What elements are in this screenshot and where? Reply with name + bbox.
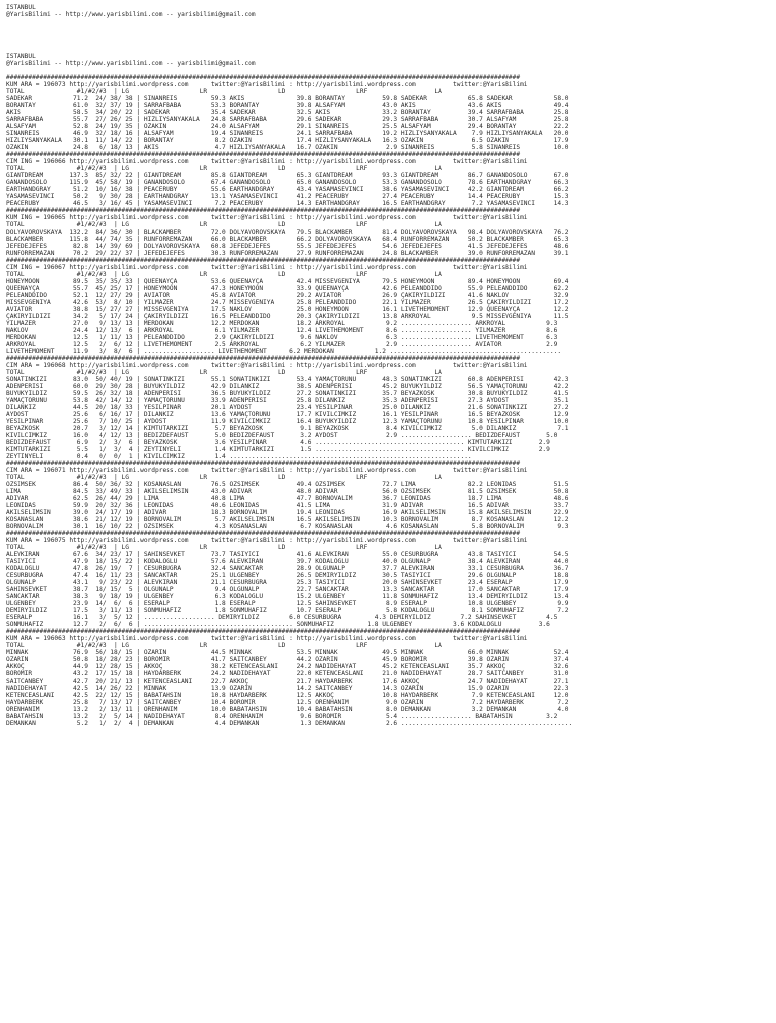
- text-line: PEACERUBY 46.5 3/ 16/ 45 | YASAMASEVINCI 7.2 PEACERUBY 14.3 EARTHANDGRAY 16.5 EARTHANDGRAY 7.2 YASAMASEVINCI 14.3: [6, 200, 569, 208]
- text-line: OLGUNALP 43.1 9/ 23/ 22 | ALEVKIRAN 21.1 CESURBUGRA 25.3 TASIYICI 20.0 SAHINSEVKET 23.4 ESERALP 17.9: [6, 579, 569, 587]
- text-line: LIVETHEMOMENT 11.9 3/ 8/ 6 | ................... LIVETHEMOMENT 6.2 MERDOKAN 1.2 ..............................................: [6, 347, 562, 355]
- text-line: KODALOGLU 47.8 26/ 19/ 7 | CESURBUGRA 32.4 SANCAKTAR 28.9 OLGUNALP 37.7 ALEVKIRAN 33.1 CESURBUGRA 36.7: [6, 565, 569, 573]
- text-line: BORANTAY 61.0 32/ 37/ 19 | SARRAFBABA 53.3 BORANTAY 39.8 ALSAFYAM 43.0 AKIS 43.6 AKIS 49.4: [6, 102, 569, 110]
- text-line: QUEENAYÇA 55.7 45/ 25/ 17 | HONEYMOON 47.3 HONEYMOON 33.9 QUEENAYÇA 42.6 PELEANDDIDO 55.9 PELEANDDIDO 62.2: [6, 284, 569, 292]
- text-line: MISSEVGENIYA 42.6 53/ 8/ 10 | YILMAZER 24.7 MISSEVGENIYA 25.8 PELEANDDIDO 22.1 YILMAZER 26.5 ÇAKIRYILDIZI 17.2: [6, 298, 569, 306]
- text-line: NAKLOV 24.4 12/ 13/ 6 | ARKROYAL 6.1 YILMAZER 12.4 LIVETHEMOMENT 8.6 ................... YILMAZER 8.6: [6, 326, 558, 334]
- section-separator: ##########################################################################################################################################: [6, 354, 521, 362]
- text-line: DEMIRYILDIZ 17.5 3/ 11/ 13 | SONMUHAFIZ 1.8 SONMUHAFIZ 10.7 ESERALP 5.8 KODALOGLU 8.1 SONMUHAFIZ 7.2: [6, 607, 569, 615]
- section-separator: ##########################################################################################################################################: [6, 256, 521, 264]
- text-line: TOTAL #1/#2/#3 | LG LR LD LRF LA: [6, 368, 442, 376]
- text-line: HAYDARBERK 25.8 7/ 13/ 17 | SAITCANBEY 10.4 BOROMIR 12.5 ÖRENHANIM 9.0 ÖZARIN 7.2 HAYDARBERK 7.2: [6, 698, 569, 706]
- text-line: [6, 39, 776, 46]
- text-line: @YarisBilimi -- http://www.yarisbilimi.com -- yarisbilimi@gmail.com: [6, 11, 256, 19]
- text-line: ADIVAR 62.5 26/ 44/ 29 | LIMA 40.8 LIMA 47.7 BORNOVALIM 36.7 LEONIDAS 18.7 LIMA 48.6: [6, 495, 569, 503]
- text-line: [6, 32, 776, 39]
- section-separator: ##########################################################################################################################################: [6, 628, 521, 636]
- text-line: JEFEDEJEFES 82.8 14/ 39/ 69 | DOLYAVOROVSKAYA 60.8 JEFEDEJEFES 55.5 JEFEDEJEFES 54.6 JEFEDEJEFES 41.5 JEFEDEJEFES 48.6: [6, 242, 569, 250]
- text-line: TOTAL #1/#2/#3 | LG LR LD LRF LA: [6, 88, 442, 96]
- text-line: NADIDEHAYAT 42.5 14/ 26/ 22 | MINNAK 13.9 ÖZARIN 14.2 SAITCANBEY 14.3 ÖZARIN 15.9 ÖZARIN 22.3: [6, 684, 569, 692]
- text-line: SAHINSEVKET 38.7 18/ 15/ 5 | OLGUNALP 9.4 OLGUNALP 22.7 SANCAKTAR 13.3 SANCAKTAR 17.0 SANCAKTAR 17.9: [6, 586, 569, 594]
- text-line: HONEYMOON 89.5 35/ 35/ 33 | QUEENAYÇA 53.6 QUEENAYÇA 42.4 MISSEVGENIYA 79.5 HONEYMOON 89.4 HONEYMOON 69.4: [6, 277, 569, 285]
- text-line: ALEVKIRAN 67.6 34/ 23/ 17 | SAHINSEVKET 73.7 TASIYICI 41.6 ALEVKIRAN 55.0 CESURBUGRA 43.8 TASIYICI 54.5: [6, 551, 569, 559]
- text-line: SARRAFBABA 55.7 27/ 26/ 25 | HIZLIYSANYAKALA 24.8 SARRAFBABA 29.6 SADEKAR 29.3 SARRAFBABA 30.7 ALSAFYAM 25.8: [6, 116, 569, 124]
- text-line: ESERALP 16.1 3/ 5/ 12 | ................... DEMIRYILDIZ 6.0 CESURBUGRA 4.3 DEMIRYILDIZ 7.2 SAHINSEVKET 4.5: [6, 614, 558, 622]
- text-line: KETENCEASLANI 42.5 22/ 12/ 15 | BABATAHSIN 10.8 HAYDARBERK 12.5 AKKOÇ 10.8 HAYDARBERK 7.9 KETENCEASLANI 12.0: [6, 691, 569, 699]
- text-line: TOTAL #1/#2/#3 | LG LR LD LRF LA: [6, 165, 442, 173]
- text-line: [6, 18, 776, 25]
- text-line: ÖZSIMSEK 86.4 50/ 36/ 32 | KOSANASLAN 76.5 ÖZSIMSEK 49.4 ÖZSIMSEK 72.7 LIMA 82.2 LEONIDAS 51.5: [6, 481, 569, 489]
- text-line: AVIATOR 38.8 15/ 27/ 27 | MISSEVGENIYA 17.5 NAKLOV 25.0 HONEYMOON 16.1 LIVETHEMOMENT 12.9 QUEENAYÇA 12.2: [6, 305, 569, 313]
- text-line: KUM ARA = 196073 http://yarisbilimi.wordpress.com twitter:@YarisBilimi : http://yarisbilimi.wordpress.com twitter:@YarisBilimi: [6, 81, 528, 89]
- text-line: RUNFORREMAZAN 70.2 29/ 22/ 37 | JEFEDEJEFES 30.3 RUNFORREMAZAN 27.9 RUNFORREMAZAN 24.8 BLACKAMBER 39.0 RUNFORREMAZAN 39.1: [6, 249, 569, 257]
- section-separator: ##########################################################################################################################################: [6, 74, 521, 82]
- text-line: ÖZARIN 50.8 18/ 28/ 23 | BOROMIR 41.7 SAITCANBEY 44.2 ÖZARIN 45.9 BOROMIR 39.8 ÖZARIN 37.4: [6, 656, 569, 664]
- text-line: CIM ARA = 196071 http://yarisbilimi.wordpress.com twitter:@YarisBilimi : http://yarisbilimi.wordpress.com twitter:@YarisBilimi: [6, 467, 528, 475]
- text-line: BLACKAMBER 115.8 44/ 74/ 35 | RUNFORREMAZAN 66.0 BLACKAMBER 66.2 DOLYAVOROVSKAYA 68.4 RUNFORREMAZAN 50.2 BLACKAMBER 65.3: [6, 235, 569, 243]
- text-line: ZEYTINYELI 0.4 0/ 0/ 1 | KIVILCIMKIZ 1.4 .................................................................: [6, 453, 472, 460]
- text-line: YILMAZER 27.0 9/ 13/ 13 | MERDOKAN 12.2 MERDOKAN 18.2 ARKROYAL 9.2 ................... ARKROYAL 9.3: [6, 319, 558, 327]
- text-line: [6, 25, 776, 32]
- text-line: ADENPERISI 60.0 29/ 30/ 28 | BÜYÜKYILDIZ 42.9 DILANKIZ 38.5 ADENPERISI 45.2 BÜYÜKYILDIZ 56.5 YAMAÇTORUNU 42.2: [6, 382, 569, 390]
- text-line: AYDOST 25.6 6/ 16/ 17 | DILANKIZ 13.6 YAMAÇTORUNU 17.7 KIVILCIMKIZ 16.1 YESILPINAR 16.5 BEYAZKÖSK 12.9: [6, 410, 569, 418]
- text-line: ARKROYAL 12.5 2/ 6/ 12 | LIVETHEMOMENT 2.5 ARKROYAL 6.2 YILMAZER 2.9 ................... AVIATOR 2.9: [6, 340, 558, 348]
- text-line: LIMA 84.5 33/ 49/ 33 | AKILSELIMSIN 43.0 ADIVAR 48.0 ADIVAR 56.0 ÖZSIMSEK 81.5 ÖZSIMSEK 50.8: [6, 488, 569, 496]
- text-line: YESILPINAR 25.6 7/ 10/ 25 | AYDOST 11.9 KIVILCIMKIZ 16.4 BÜYÜKYILDIZ 12.3 YAMAÇTORUNU 10.8 YESILPINAR 10.0: [6, 417, 569, 425]
- text-line: SINANREIS 46.9 32/ 18/ 16 | ALSAFYAM 19.4 SINANREIS 24.1 SARRAFBABA 19.2 HIZLIYSANYAKALA 7.9 HIZLIYSANYAKALA 20.0: [6, 130, 569, 138]
- text-line: TOTAL #1/#2/#3 | LG LR LD LRF LA: [6, 270, 442, 278]
- text-line: EARTHANDGRAY 51.2 10/ 16/ 38 | PEACERUBY 55.6 EARTHANDGRAY 43.4 YASAMASEVINCI 38.6 YASAMASEVINCI 42.2 GIANTDREAM 66.2: [6, 186, 569, 194]
- text-line: ÇAKIRYILDIZI 34.2 5/ 17/ 24 | ÇAKIRYILDIZI 16.5 PELEANDDIDO 20.3 ÇAKIRYILDIZI 13.8 ARKROYAL 9.5 MISSEVGENIYA 11.5: [6, 312, 569, 320]
- text-line: CIM ARA = 196068 http://yarisbilimi.wordpress.com twitter:@YarisBilimi : http://yarisbilimi.wordpress.com twitter:@YarisBilimi: [6, 361, 528, 369]
- text-line: HIZLIYSANYAKALA 30.1 11/ 14/ 22 | BORANTAY 8.2 ÖZAKIN 17.4 HIZLIYSANYAKALA 16.3 ÖZAKIN 6.5 ÖZAKIN 17.9: [6, 137, 569, 145]
- text-line: DEMANKAN 5.2 1/ 2/ 4 | DEMANKAN 4.4 DEMANKAN 1.3 DEMANKAN 2.6 ..............................................: [6, 719, 573, 727]
- text-line: GIANTDREAM 137.3 85/ 32/ 22 | GIANTDREAM 85.8 GIANTDREAM 65.3 GIANTDREAM 93.3 GIANTDREAM 86.7 GANANDOSOLO 67.0: [6, 172, 569, 180]
- text-line: TOTAL #1/#2/#3 | LG LR LD LRF LA: [6, 642, 442, 650]
- section-separator: ##########################################################################################################################################: [6, 207, 521, 215]
- text-line: MERDOKAN 12.5 1/ 11/ 13 | PELEANDDIDO 2.9 ÇAKIRYILDIZI 9.6 NAKLOV 6.3 ................... LIVETHEMOMENT 6.3: [6, 333, 558, 341]
- text-line: TOTAL #1/#2/#3 | LG LR LD LRF LA: [6, 221, 442, 229]
- text-line: TASIYICI 47.9 18/ 15/ 22 | KODALOGLU 57.6 ALEVKIRAN 39.7 KODALOGLU 40.0 OLGUNALP 38.4 ALEVKIRAN 44.0: [6, 558, 569, 566]
- text-line: BEYAZKÖSK 20.7 3/ 12/ 14 | KIMTUTARKIZI 5.7 BEYAZKÖSK 9.1 BEYAZKÖSK 8.4 KIVILCIMKIZ 5.0 DILANKIZ 7.1: [6, 424, 569, 432]
- text-line: ISTANBUL: [6, 53, 36, 61]
- text-line: ISTANBUL: [6, 4, 36, 11]
- section-separator: ##########################################################################################################################################: [6, 530, 521, 538]
- text-line: ÖZAKIN 24.8 6/ 18/ 13 | AKIS 4.7 HIZLIYSANYAKALA 16.7 ÖZAKIN 2.9 SINANREIS 5.8 SINANREIS 10.0: [6, 144, 569, 152]
- text-line: LEONIDAS 59.9 20/ 32/ 36 | LEONIDAS 40.6 LEONIDAS 41.5 LIMA 31.9 ADIVAR 16.5 ADIVAR 33.7: [6, 502, 569, 510]
- text-line: @YarisBilimi -- http://www.yarisbilimi.com -- yarisbilimi@gmail.com: [6, 60, 256, 68]
- text-line: GANANDOSOLO 115.9 45/ 58/ 19 | GANANDOSOLO 67.4 GANANDOSOLO 65.0 GANANDOSOLO 53.3 GANANDOSOLO 78.6 EARTHANDGRAY 66.3: [6, 179, 569, 187]
- text-line: CIM ING = 196066 http://yarisbilimi.wordpress.com twitter:@YarisBilimi : http://yarisbilimi.wordpress.com twitter:@YarisBilimi: [6, 158, 528, 166]
- text-line: SADEKAR 71.2 24/ 38/ 38 | SINANREIS 59.3 AKIS 39.8 BORANTAY 59.8 SADEKAR 65.8 SADEKAR 58.0: [6, 95, 569, 103]
- text-line: AKIS 58.5 34/ 20/ 22 | SADEKAR 35.4 SADEKAR 32.5 AKIS 33.2 BORANTAY 39.4 SARRAFBABA 25.8: [6, 109, 569, 117]
- text-line: ÜLGENBEY 23.9 14/ 6/ 6 | ESERALP 1.8 ESERALP 12.5 SAHINSEVKET 8.9 ESERALP 10.8 ÜLGENBEY 9.9: [6, 600, 569, 608]
- text-line: AKILSELIMSIN 39.0 24/ 17/ 19 | ADIVAR 18.3 BORNOVALIM 19.4 LEONIDAS 16.9 AKILSELIMSIN 15.8 AKILSELIMSIN 22.9: [6, 509, 569, 517]
- section-separator: ##########################################################################################################################################: [6, 151, 521, 159]
- text-line: BEDIZDEFAUST 6.9 2/ 3/ 6 | BEYAZKÖSK 3.6 YESILPINAR 4.6 ........................................ KIMTUTARKIZI 2.9: [6, 438, 550, 446]
- text-line: CESURBUGRA 47.4 16/ 11/ 23 | SANCAKTAR 25.1 ÜLGENBEY 26.5 DEMIRYILDIZ 30.5 TASIYICI 29.6 OLGUNALP 18.8: [6, 572, 569, 580]
- text-line: SONATINKIZI 83.0 50/ 40/ 19 | SONATINKIZI 55.1 SONATINKIZI 53.4 YAMAÇTORUNU 48.3 SONATINKIZI 60.8 ADENPERISI 42.3: [6, 375, 569, 383]
- text-line: BOROMIR 43.2 17/ 15/ 18 | HAYDARBERK 24.2 NADIDEHAYAT 22.0 KETENCEASLANI 21.0 NADIDEHAYAT 28.7 SAITCANBEY 31.0: [6, 670, 569, 678]
- text-line: TOTAL #1/#2/#3 | LG LR LD LRF LA: [6, 474, 442, 482]
- text-line: DILANKIZ 44.5 20/ 18/ 33 | YESILPINAR 20.1 AYDOST 23.4 YESILPINAR 25.0 DILANKIZ 21.6 SONATINKIZI 27.2: [6, 403, 569, 411]
- text-line: [6, 46, 776, 53]
- text-line: KIVILCIMKIZ 16.0 4/ 12/ 13 | BEDIZDEFAUST 5.0 BEDIZDEFAUST 3.2 AYDOST 2.9 ................... BEDIZDEFAUST 5.0: [6, 431, 558, 439]
- text-line: KIMTUTARKIZI 5.5 1/ 3/ 4 | ZEYTINYELI 1.4 KIMTUTARKIZI 1.5 ........................................ KIVILCIMKIZ 2.9: [6, 445, 550, 453]
- text-line: KUM ING = 196065 http://yarisbilimi.wordpress.com twitter:@YarisBilimi : http://yarisbilimi.wordpress.com twitter:@YarisBilimi: [6, 214, 528, 222]
- text-line: TOTAL #1/#2/#3 | LG LR LD LRF LA: [6, 544, 442, 552]
- section-separator: ##########################################################################################################################################: [6, 460, 521, 468]
- text-line: KOSANASLAN 38.6 21/ 12/ 19 | BORNOVALIM 5.7 AKILSELIMSIN 16.5 AKILSELIMSIN 10.3 BORNOVALIM 8.7 KOSANASLAN 12.2: [6, 516, 569, 524]
- text-line: [6, 67, 776, 74]
- text-line: ÖRENHANIM 13.2 2/ 13/ 11 | ÖRENHANIM 10.0 BABATAHSIN 10.4 BABATAHSIN 8.0 DEMANKAN 3.2 DEMANKAN 4.0: [6, 705, 569, 713]
- text-line: DOLYAVOROVSKAYA 132.2 84/ 36/ 30 | BLACKAMBER 72.0 DOLYAVOROVSKAYA 79.5 BLACKAMBER 81.4 DOLYAVOROVSKAYA 98.4 DOLYAVOROVSKAYA 76.2: [6, 228, 569, 236]
- text-line: CIM ING = 196067 http://yarisbilimi.wordpress.com twitter:@YarisBilimi : http://yarisbilimi.wordpress.com twitter:@YarisBilimi: [6, 263, 528, 271]
- text-line: SONMUHAFIZ 12.7 2/ 6/ 6 | ........................................ SONMUHAFIZ 1.8 ÜLGENBEY 3.6 KODALOGLU 3.6: [6, 621, 550, 629]
- text-line: BÜYÜKYILDIZ 59.5 26/ 32/ 18 | ADENPERISI 36.5 BÜYÜKYILDIZ 27.2 SONATINKIZI 35.7 BEYAZKÖSK 30.8 BÜYÜKYILDIZ 41.5: [6, 389, 569, 397]
- text-line: BABATAHSIN 13.2 2/ 5/ 14 | NADIDEHAYAT 8.4 ÖRENHANIM 9.6 BOROMIR 5.4 ................... BABATAHSIN 3.2: [6, 712, 558, 720]
- text-line: ALSAFYAM 52.8 24/ 19/ 35 | ÖZAKIN 24.0 ALSAFYAM 29.1 SINANREIS 25.5 ALSAFYAM 29.4 BORANTAY 22.2: [6, 123, 569, 131]
- text-line: SAITCANBEY 42.7 20/ 21/ 13 | KETENCEASLANI 22.7 AKKOÇ 21.7 HAYDARBERK 17.6 AKKOÇ 24.7 NADIDEHAYAT 27.1: [6, 677, 569, 685]
- text-line: YASAMASEVINCI 50.2 9/ 30/ 28 | EARTHANDGRAY 13.1 YASAMASEVINCI 41.2 PEACERUBY 27.4 PEACERUBY 14.4 PEACERUBY 15.3: [6, 193, 569, 201]
- text-line: PELEANDDIDO 52.1 12/ 27/ 29 | AVIATOR 45.8 AVIATOR 29.2 AVIATOR 26.9 ÇAKIRYILDIZI 41.6 NAKLOV 32.9: [6, 291, 569, 299]
- text-line: YAMAÇTORUNU 53.8 42/ 14/ 12 | YAMAÇTORUNU 33.9 ADENPERISI 25.8 DILANKIZ 35.3 ADENPERISI 27.3 AYDOST 35.1: [6, 396, 569, 404]
- text-line: MINNAK 76.9 56/ 18/ 15 | ÖZARIN 44.5 MINNAK 53.5 MINNAK 49.5 MINNAK 66.0 MINNAK 52.4: [6, 649, 569, 657]
- text-line: SANCAKTAR 38.3 9/ 18/ 19 | ÜLGENBEY 6.3 KODALOGLU 15.2 ÜLGENBEY 11.8 SONMUHAFIZ 13.4 DEMIRYILDIZ 13.4: [6, 593, 569, 601]
- text-line: KUM ARA = 196075 http://yarisbilimi.wordpress.com twitter:@YarisBilimi : http://yarisbilimi.wordpress.com twitter:@YarisBilimi: [6, 537, 528, 545]
- text-line: BORNOVALIM 30.1 16/ 10/ 22 | ÖZSIMSEK 4.3 KOSANASLAN 6.7 KOSANASLAN 4.6 KOSANASLAN 5.8 BORNOVALIM 9.3: [6, 523, 569, 531]
- text-line: KUM ARA = 196063 http://yarisbilimi.wordpress.com twitter:@YarisBilimi : http://yarisbilimi.wordpress.com twitter:@YarisBilimi: [6, 635, 528, 643]
- text-line: AKKOÇ 44.9 12/ 28/ 15 | AKKOÇ 38.2 KETENCEASLANI 24.2 NADIDEHAYAT 45.2 KETENCEASLANI 35.7 AKKOÇ 32.6: [6, 663, 569, 671]
